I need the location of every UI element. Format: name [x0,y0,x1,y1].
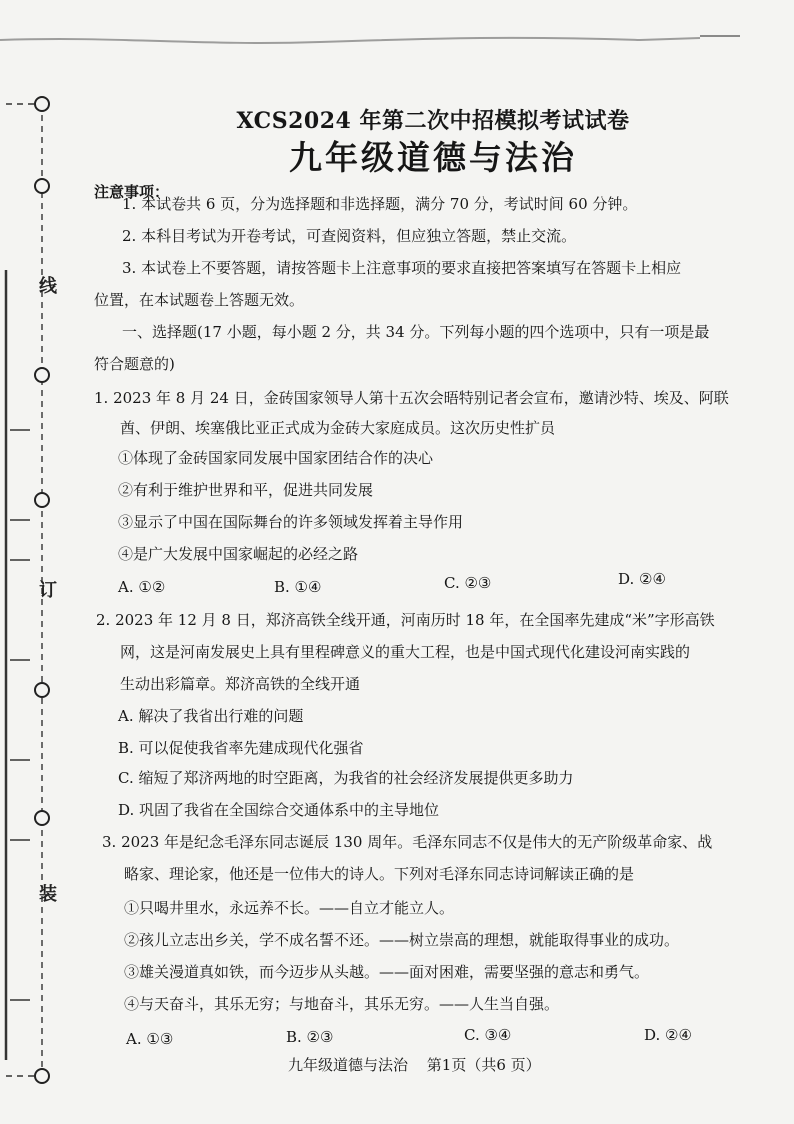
question-3-item: ①只喝井里水，永远养不长。——自立才能立人。 [124,899,455,917]
note-item: 位置，在本试题卷上答题无效。 [94,291,305,309]
binding-margin [0,0,80,1124]
question-1-option-d: D. ②④ [618,570,666,588]
footer-subject: 九年级道德与法治 [288,1056,409,1074]
footer-page-number: 第1页（共6 页） [426,1056,541,1074]
question-1-item: ①体现了金砖国家同发展中国家团结合作的决心 [118,449,434,467]
question-2-stem-cont: 生动出彩篇章。郑济高铁的全线开通 [120,675,361,693]
question-1-option-b: B. ①④ [274,578,322,596]
note-item: 1. 本试卷共 6 页，分为选择题和非选择题，满分 70 分，考试时间 60 分钟。 [122,195,638,213]
question-3-option-a: A. ①③ [126,1030,174,1048]
exam-page [88,0,778,1124]
question-2-option-b: B. 可以促使我省率先建成现代化强省 [118,739,364,757]
question-3-option-c: C. ③④ [464,1026,512,1044]
question-1-item: ③显示了中国在国际舞台的许多领域发挥着主导作用 [118,513,464,531]
question-3-stem: 3. 2023 年是纪念毛泽东同志诞辰 130 周年。毛泽东同志不仅是伟大的无产阶级革命家、战 [102,833,713,851]
binding-mark-zhuang: 装 [39,884,57,905]
question-3-option-b: B. ②③ [286,1028,334,1046]
question-1-option-c: C. ②③ [444,574,492,592]
binding-mark-xian: 线 [39,276,57,297]
subject-title: 九年级道德与法治 [289,138,577,177]
question-1-option-a: A. ①② [118,578,166,596]
question-1-stem: 1. 2023 年 8 月 24 日，金砖国家领导人第十五次会晤特别记者会宣布，邀请沙特、埃及、阿联 [94,389,729,407]
question-3-stem-cont: 略家、理论家，他还是一位伟大的诗人。下列对毛泽东同志诗词解读正确的是 [124,865,635,883]
note-item: 2. 本科目考试为开卷考试，可查阅资料，但应独立答题，禁止交流。 [122,227,577,245]
question-1-item: ④是广大发展中国家崛起的必经之路 [118,545,359,563]
question-3-item: ③雄关漫道真如铁，而今迈步从头越。——面对困难，需要坚强的意志和勇气。 [124,963,650,981]
question-3-item: ④与天奋斗，其乐无穷；与地奋斗，其乐无穷。——人生当自强。 [124,995,560,1013]
question-2-stem-cont: 网，这是河南发展史上具有里程碑意义的重大工程，也是中国式现代化建设河南实践的 [120,643,691,661]
section-heading-cont: 符合题意的) [94,355,175,373]
question-1-stem-cont: 酋、伊朗、埃塞俄比亚正式成为金砖大家庭成员。这次历史性扩员 [120,419,556,437]
section-heading: 一、选择题(17 小题，每小题 2 分，共 34 分。下列每小题的四个选项中，只有一项是最 [122,323,710,341]
question-2-option-d: D. 巩固了我省在全国综合交通体系中的主导地位 [118,801,440,819]
question-3-option-d: D. ②④ [644,1026,692,1044]
binding-mark-ding: 订 [39,580,57,601]
question-2-option-a: A. 解决了我省出行难的问题 [118,707,304,725]
page-footer [288,1054,541,1075]
question-2-option-c: C. 缩短了郑济两地的时空距离，为我省的社会经济发展提供更多助力 [118,769,574,787]
question-2-stem: 2. 2023 年 12 月 8 日，郑济高铁全线开通，河南历时 18 年，在全国率先建成“米”字形高铁 [96,611,715,629]
exam-title: XCS2024 年第二次中招模拟考试试卷 [236,108,630,134]
notes-heading: 注意事项： [94,183,170,201]
note-item: 3. 本试卷上不要答题，请按答题卡上注意事项的要求直接把答案填写在答题卡上相应 [122,259,682,277]
question-3-item: ②孩儿立志出乡关，学不成名誓不还。——树立崇高的理想，就能取得事业的成功。 [124,931,680,949]
question-1-item: ②有利于维护世界和平，促进共同发展 [118,481,374,499]
